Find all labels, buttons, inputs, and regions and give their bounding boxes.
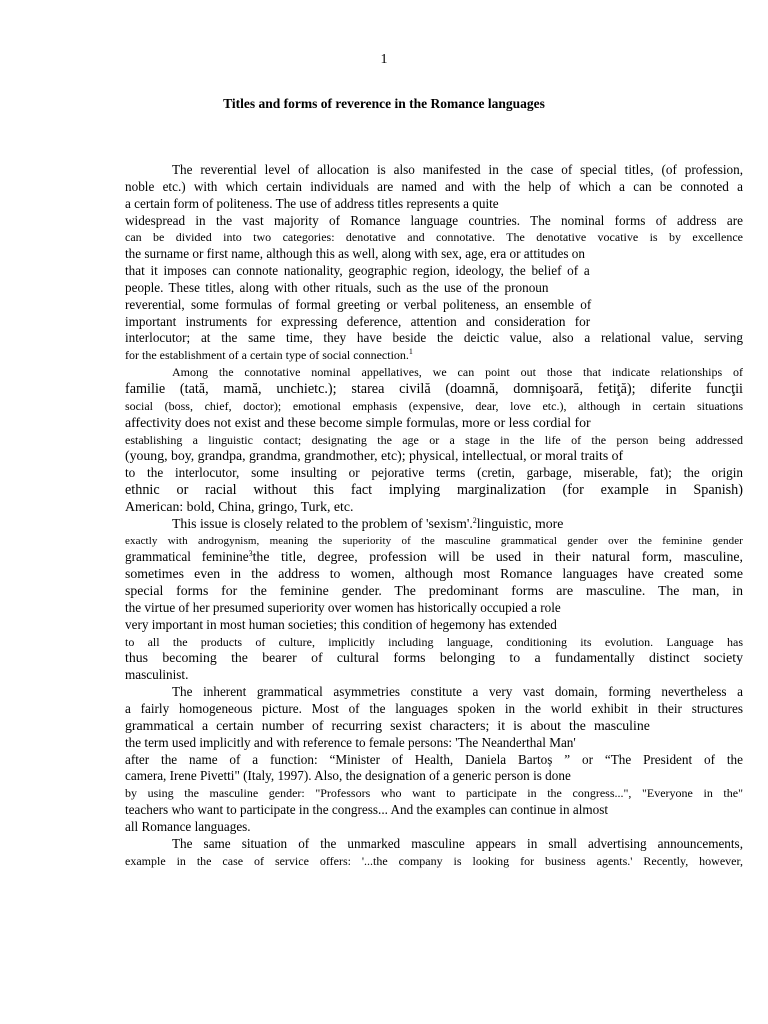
text-line: The reverential level of allocation is also manifested in the case of special titles, (of profession,: [172, 162, 743, 177]
text-line: [125, 549, 743, 566]
text-line: special forms for the feminine gender. The predominant forms are masculine. The man, in: [125, 583, 743, 599]
text-line: widespread in the vast majority of Romance language countries. The nominal forms of address are: [125, 212, 743, 228]
footnote-ref: 1: [408, 347, 413, 357]
text-line: grammatical a certain number of recurring sexist characters; it is about the masculine: [125, 717, 650, 733]
text-line: by using the masculine gender: "Professors who want to participate in the congress...", "Everyone in the": [125, 786, 743, 801]
text-line: people. These titles, along with other rituals, such as the use of the pronoun: [125, 279, 549, 295]
text-line: establishing a linguistic contact; designating the age or a stage in the life of the person being addressed: [125, 432, 743, 447]
text-line: Among the connotative nominal appellatives, we can point out those that indicate relationships of: [172, 365, 743, 380]
text-line: the virtue of her presumed superiority over women has historically occupied a role: [125, 599, 561, 615]
text-line: affectivity does not exist and these become simple formulas, more or less cordial for: [125, 414, 591, 430]
text-line: exactly with androgynism, meaning the superiority of the masculine grammatical gender over the feminine gender: [125, 534, 743, 547]
text-line: sometimes even in the address to women, although most Romance languages have created some: [125, 566, 743, 582]
text-line: (young, boy, grandpa, grandma, grandmother, etc); physical, intellectual, or moral traits of: [125, 448, 624, 464]
text-line: after the name of a function: “Minister of Health, Daniela Bartoș ” or “The President of the: [125, 751, 743, 767]
text-line: interlocutor; at the same time, they have beside the deictic value, also a relational value, serving: [125, 330, 743, 346]
text-line-content: This issue is closely related to the problem of 'sexism'.: [172, 515, 473, 531]
text-line-content: for the establishment of a certain type of social connection.: [125, 348, 409, 363]
text-line-content: the title, degree, profession will be used in their natural form, masculine,: [252, 549, 743, 565]
text-line: a certain form of politeness. The use of address titles represents a quite: [125, 195, 499, 211]
text-line-content: grammatical feminine: [125, 549, 249, 565]
text-line: all Romance languages.: [125, 818, 251, 834]
text-line-content: linguistic, more: [476, 515, 564, 531]
text-line: [125, 516, 743, 533]
text-line: very important in most human societies; this condition of hegemony has extended: [125, 616, 557, 632]
text-line: reverential, some formulas of formal greeting or verbal politeness, an ensemble of: [125, 296, 592, 312]
text-line: American: bold, China, gringo, Turk, etc.: [125, 498, 354, 514]
text-line: noble etc.) with which certain individuals are named and with the help of which a can be connoted a: [125, 178, 743, 194]
text-line: social (boss, chief, doctor); emotional emphasis (expensive, dear, love etc.), although in certain situations: [125, 398, 743, 413]
text-line: teachers who want to participate in the congress... And the examples can continue in almost: [125, 802, 609, 818]
text-line: a fairly homogeneous picture. Most of the languages spoken in the world exhibit in their structures: [125, 701, 743, 716]
text-line: familie (tată, mamă, unchietc.); starea civilă (doamnă, domnişoară, fetiţă); diferite funcţii: [125, 380, 743, 397]
text-line: to the interlocutor, some insulting or pejorative terms (cretin, garbage, miserable, fat); the origin: [125, 465, 743, 481]
text-line: masculinist.: [125, 667, 189, 683]
text-line: The inherent grammatical asymmetries constitute a very vast domain, forming nevertheless a: [172, 684, 743, 700]
text-line: that it imposes can connote nationality, geographic region, ideology, the belief of a: [125, 263, 590, 279]
text-line: can be divided into two categories: denotative and connotative. The denotative vocative is by excellence: [125, 230, 743, 245]
footnote-ref: 2: [472, 515, 477, 525]
text-line: important instruments for expressing deference, attention and consideration for: [125, 313, 591, 329]
text-line: the surname or first name, although this as well, along with sex, age, era or attitudes on: [125, 246, 585, 262]
text-line: thus becoming the bearer of cultural forms belonging to a fundamentally distinct society: [125, 650, 743, 666]
text-line: [125, 347, 743, 364]
text-line: example in the case of service offers: '...the company is looking for business agents.' Recently, however,: [125, 853, 743, 868]
text-line: camera, Irene Pivetti" (Italy, 1997). Also, the designation of a generic person is done: [125, 768, 571, 784]
text-line: ethnic or racial without this fact implying marginalization (for example in Spanish): [125, 482, 743, 499]
document-title: Titles and forms of reverence in the Romance languages: [223, 96, 545, 111]
page-number: 1: [380, 52, 388, 67]
document-body: [125, 162, 743, 869]
footnote-ref: 3: [248, 549, 253, 559]
text-line: The same situation of the unmarked masculine appears in small advertising announcements,: [172, 835, 743, 851]
text-line: the term used implicitly and with reference to female persons: 'The Neanderthal Man': [125, 734, 576, 750]
text-line: to all the products of culture, implicitly including language, conditioning its evolution. Language has: [125, 634, 743, 649]
